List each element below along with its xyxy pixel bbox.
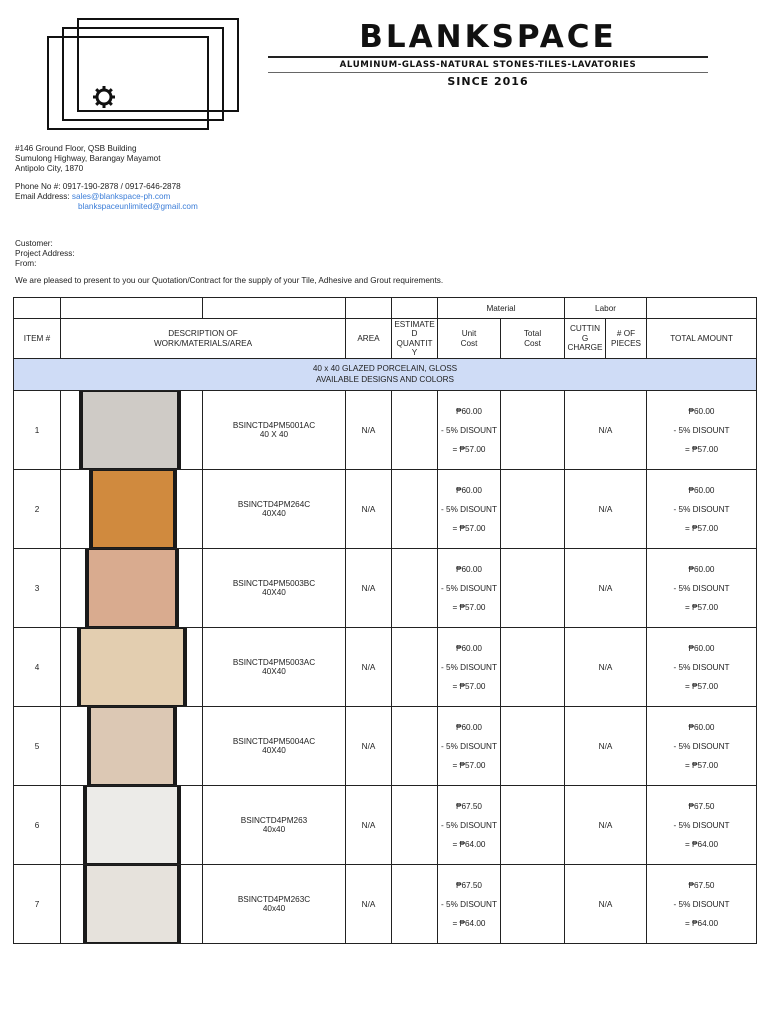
header-area: AREA <box>346 319 392 359</box>
item-number: 3 <box>14 549 61 628</box>
total-cost-value <box>501 391 565 470</box>
total-cost-value <box>501 707 565 786</box>
company-address <box>15 144 160 173</box>
company-name: BLANKSPACE <box>359 19 617 55</box>
company-tagline: ALUMINUM-GLASS-NATURAL STONES-TILES-LAVATORIES <box>339 60 637 70</box>
unit-cost-value: ₱60.00 - 5% DISOUNT = ₱57.00 <box>438 549 501 628</box>
tile-image <box>87 787 177 863</box>
unit-cost-value: ₱60.00 - 5% DISOUNT = ₱57.00 <box>438 391 501 470</box>
unit-cost-value: ₱60.00 - 5% DISOUNT = ₱57.00 <box>438 470 501 549</box>
quotation-table <box>13 297 757 944</box>
product-size: 40x40 <box>262 825 286 834</box>
table-row <box>14 707 757 786</box>
material-group-header: Material <box>438 298 565 319</box>
item-number: 1 <box>14 391 61 470</box>
labor-value: N/A <box>565 470 647 549</box>
total-amount-value: ₱67.50 - 5% DISOUNT = ₱64.00 <box>647 786 757 865</box>
tile-image <box>83 392 177 468</box>
company-contact <box>15 182 198 211</box>
header-item: ITEM # <box>14 319 61 359</box>
labor-value: N/A <box>565 707 647 786</box>
unit-cost-value: ₱67.50 - 5% DISOUNT = ₱64.00 <box>438 865 501 944</box>
labor-value: N/A <box>565 865 647 944</box>
phone-numbers: Phone No #: 0917-190-2878 / 0917-646-2878 <box>15 182 181 191</box>
email-link-gmail[interactable]: blankspaceunlimited@gmail.com <box>78 201 198 211</box>
area-value: N/A <box>346 786 392 865</box>
area-value: N/A <box>346 707 392 786</box>
address-line: Sumulong Highway, Barangay Mayamot <box>15 153 161 163</box>
labor-value: N/A <box>565 628 647 707</box>
tile-image <box>93 471 173 547</box>
header-total-amount: TOTAL AMOUNT <box>647 319 757 359</box>
section-title: 40 x 40 GLAZED PORCELAIN, GLOSS AVAILABLE DESIGNS AND COLORS <box>14 359 757 391</box>
gear-icon <box>93 86 115 108</box>
address-line: Antipolo City, 1870 <box>15 163 84 173</box>
total-cost-value <box>501 786 565 865</box>
total-amount-value: ₱60.00 - 5% DISOUNT = ₱57.00 <box>647 549 757 628</box>
intro-text: We are pleased to present to you our Quotation/Contract for the supply of your Tile, Adhesive and Grout requirements. <box>15 276 444 285</box>
tile-image-cell <box>61 865 203 944</box>
table-row <box>14 628 757 707</box>
unit-cost-value: ₱60.00 - 5% DISOUNT = ₱57.00 <box>438 628 501 707</box>
estimated-quantity-value <box>392 470 438 549</box>
project-address-label: Project Address: <box>15 248 75 258</box>
product-code: BSINCTD4PM5003AC <box>232 658 316 667</box>
unit-cost-value: ₱67.50 - 5% DISOUNT = ₱64.00 <box>438 786 501 865</box>
total-cost-value <box>501 628 565 707</box>
tile-image <box>81 629 183 705</box>
tile-image-cell <box>61 707 203 786</box>
company-since: SINCE 2016 <box>447 75 529 88</box>
header-pieces: # OF PIECES <box>606 319 647 359</box>
brand-header <box>268 18 708 91</box>
product-description <box>203 470 346 549</box>
estimated-quantity-value <box>392 786 438 865</box>
header-estimated-quantity: ESTIMATE D QUANTIT Y <box>392 319 438 359</box>
header-unit-cost: Unit Cost <box>438 319 501 359</box>
estimated-quantity-value <box>392 391 438 470</box>
product-description <box>203 628 346 707</box>
client-fields <box>15 239 75 268</box>
address-line: #146 Ground Floor, QSB Building <box>15 144 137 153</box>
item-number: 2 <box>14 470 61 549</box>
item-number: 6 <box>14 786 61 865</box>
total-cost-value <box>501 865 565 944</box>
product-size: 40X40 <box>262 588 286 597</box>
total-amount-value: ₱67.50 - 5% DISOUNT = ₱64.00 <box>647 865 757 944</box>
product-description <box>203 865 346 944</box>
product-size: 40 X 40 <box>259 430 289 439</box>
header-row <box>14 319 757 359</box>
total-cost-value <box>501 549 565 628</box>
labor-value: N/A <box>565 391 647 470</box>
total-amount-value: ₱60.00 - 5% DISOUNT = ₱57.00 <box>647 470 757 549</box>
area-value: N/A <box>346 865 392 944</box>
product-description <box>203 391 346 470</box>
estimated-quantity-value <box>392 549 438 628</box>
email-link-sales[interactable]: sales@blankspace-ph.com <box>71 191 171 201</box>
product-code: BSINCTD4PM264C <box>237 500 311 509</box>
area-value: N/A <box>346 628 392 707</box>
product-code: BSINCTD4PM5004AC <box>232 737 316 746</box>
product-code: BSINCTD4PM263 <box>240 816 308 825</box>
product-size: 40X40 <box>262 509 286 518</box>
from-label: From: <box>15 258 37 268</box>
item-number: 5 <box>14 707 61 786</box>
product-code: BSINCTD4PM263C <box>237 895 311 904</box>
product-code: BSINCTD4PM5001AC <box>232 421 316 430</box>
header-total-cost: Total Cost <box>501 319 565 359</box>
tile-image-cell <box>61 470 203 549</box>
tile-image <box>87 866 177 942</box>
table-row <box>14 865 757 944</box>
area-value: N/A <box>346 549 392 628</box>
product-description <box>203 549 346 628</box>
table-row <box>14 470 757 549</box>
product-size: 40X40 <box>262 746 286 755</box>
tile-image-cell <box>61 786 203 865</box>
tile-image-cell <box>61 391 203 470</box>
area-value: N/A <box>346 470 392 549</box>
product-code: BSINCTD4PM5003BC <box>232 579 316 588</box>
tile-image <box>91 708 173 784</box>
item-number: 7 <box>14 865 61 944</box>
header-description: DESCRIPTION OF WORK/MATERIALS/AREA <box>61 319 346 359</box>
unit-cost-value: ₱60.00 - 5% DISOUNT = ₱57.00 <box>438 707 501 786</box>
email-label: Email Address: <box>15 191 72 201</box>
section-row <box>14 359 757 391</box>
labor-value: N/A <box>565 549 647 628</box>
total-amount-value: ₱60.00 - 5% DISOUNT = ₱57.00 <box>647 391 757 470</box>
total-amount-value: ₱60.00 - 5% DISOUNT = ₱57.00 <box>647 628 757 707</box>
tile-image-cell <box>61 549 203 628</box>
table-row <box>14 391 757 470</box>
labor-value: N/A <box>565 786 647 865</box>
email-row-2 <box>15 202 198 212</box>
tile-image <box>89 550 175 626</box>
total-amount-value: ₱60.00 - 5% DISOUNT = ₱57.00 <box>647 707 757 786</box>
total-cost-value <box>501 470 565 549</box>
header-cutting-charge: CUTTIN G CHARGE <box>565 319 606 359</box>
product-description <box>203 707 346 786</box>
product-size: 40x40 <box>262 904 286 913</box>
email-row <box>15 192 198 202</box>
labor-group-header: Labor <box>565 298 647 319</box>
customer-label: Customer: <box>15 239 53 248</box>
area-value: N/A <box>346 391 392 470</box>
estimated-quantity-value <box>392 865 438 944</box>
table-row <box>14 549 757 628</box>
table-row <box>14 786 757 865</box>
header-group-row <box>14 298 757 319</box>
product-size: 40X40 <box>262 667 286 676</box>
product-description <box>203 786 346 865</box>
estimated-quantity-value <box>392 628 438 707</box>
tile-image-cell <box>61 628 203 707</box>
company-logo <box>44 14 244 132</box>
estimated-quantity-value <box>392 707 438 786</box>
item-number: 4 <box>14 628 61 707</box>
